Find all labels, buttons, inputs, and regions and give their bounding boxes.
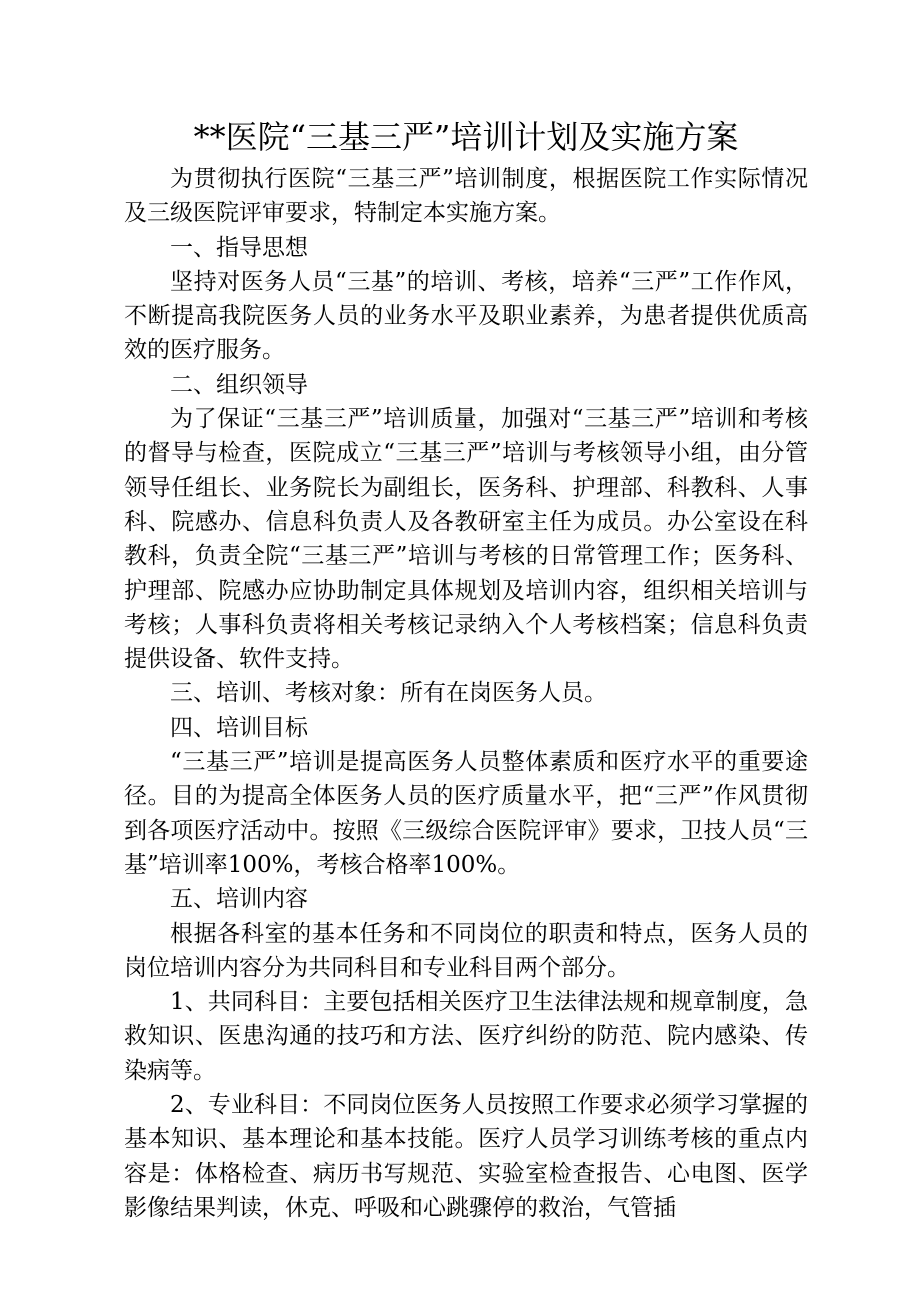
organization-paragraph: 为了保证“三基三严”培训质量，加强对“三基三严”培训和考核的督导与检查，医院成立“三基三严”培训与考核领导小组，由分管领导任组长、业务院长为副组长，医务科、护理部、科教科、人事科、院感办、信息科负责人及各教研室主任为成员。办公室设在科教科，负责全院“三基三严”培训与考核的日常管理工作；医务科、护理部、院感办应协助制定具体规划及培训内容，组织相关培训与考核；人事科负责将相关考核记录纳入个人考核档案；信息科负责提供设备、软件支持。 [124, 406, 808, 673]
training-goals-paragraph: “三基三严”培训是提高医务人员整体素质和医疗水平的重要途径。目的为提高全体医务人员的医疗质量水平，把“三严”作风贯彻到各项医疗活动中。按照《三级综合医院评审》要求，卫技人员“三基”培训率100%，考核合格率100%。 [124, 749, 808, 878]
section-heading-organization: 二、组织领导 [170, 371, 308, 398]
section-heading-target-audience: 三、培训、考核对象：所有在岗医务人员。 [170, 680, 607, 707]
common-subjects-paragraph: 1、共同科目：主要包括相关医疗卫生法律法规和规章制度，急救知识、医患沟通的技巧和方法、医疗纠纷的防范、院内感染、传染病等。 [124, 989, 808, 1084]
intro-paragraph: 为贯彻执行医院“三基三严”培训制度，根据医院工作实际情况及三级医院评审要求，特制定本实施方案。 [124, 166, 808, 227]
section-heading-training-content: 五、培训内容 [170, 886, 308, 913]
document-title: **医院“三基三严”培训计划及实施方案 [193, 118, 739, 156]
document-page [124, 112, 808, 1225]
section-heading-training-goals: 四、培训目标 [170, 714, 308, 741]
training-content-paragraph: 根据各科室的基本任务和不同岗位的职责和特点，医务人员的岗位培训内容分为共同科目和专业科目两个部分。 [124, 920, 808, 981]
guiding-ideology-paragraph: 坚持对医务人员“三基”的培训、考核，培养“三严”工作作风，不断提高我院医务人员的业务水平及职业素养，为患者提供优质高效的医疗服务。 [124, 268, 808, 364]
professional-subjects-paragraph: 2、专业科目：不同岗位医务人员按照工作要求必须学习掌握的基本知识、基本理论和基本技能。医疗人员学习训练考核的重点内容是：体格检查、病历书写规范、实验室检查报告、心电图、医学影像结果判读，休克、呼吸和心跳骤停的救治，气管插 [124, 1092, 808, 1221]
section-heading-guiding-ideology: 一、指导思想 [170, 234, 308, 261]
